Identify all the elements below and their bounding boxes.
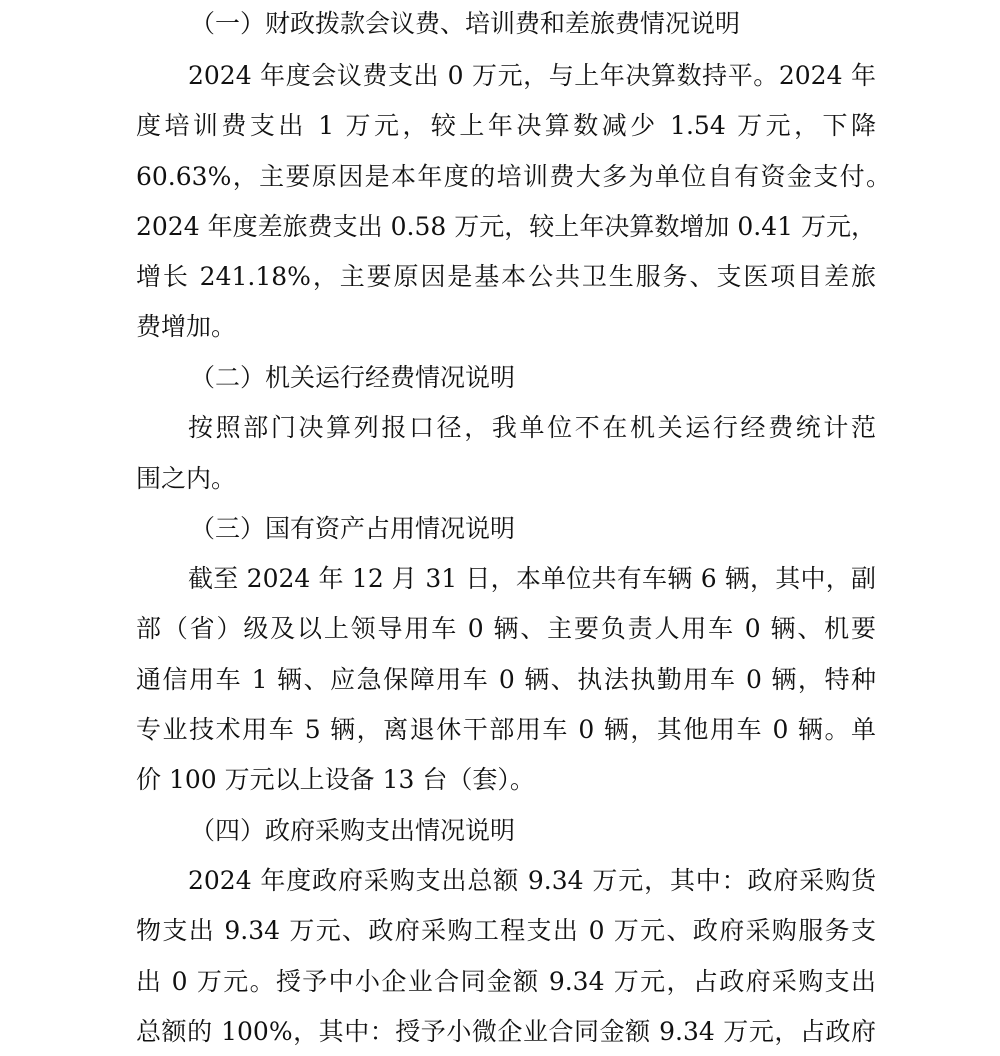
paragraph-line: 截至 2024 年 12 月 31 日，本单位共有车辆 6 辆，其中，副: [188, 564, 876, 593]
paragraph-line: 按照部门决算列报口径，我单位不在机关运行经费统计范: [188, 413, 876, 442]
section-heading-operating-expenses: （二）机关运行经费情况说明: [190, 363, 516, 392]
paragraph-line: 费增加。: [136, 312, 237, 341]
paragraph-line: 出 0 万元。授予中小企业合同金额 9.34 万元，占政府采购支出: [136, 967, 876, 996]
paragraph-line: 2024 年度会议费支出 0 万元，与上年决算数持平。2024 年: [188, 61, 876, 90]
paragraph-line: 价 100 万元以上设备 13 台（套）。: [136, 765, 535, 794]
section-heading-meeting-training-travel: （一）财政拨款会议费、培训费和差旅费情况说明: [190, 9, 741, 38]
paragraph-line: 2024 年度差旅费支出 0.58 万元，较上年决算数增加 0.41 万元，: [136, 212, 876, 241]
paragraph-line: 增长 241.18%，主要原因是基本公共卫生服务、支医项目差旅: [136, 262, 876, 291]
paragraph-line: 总额的 100%，其中：授予小微企业合同金额 9.34 万元，占政府: [136, 1017, 876, 1046]
section-heading-government-procurement: （四）政府采购支出情况说明: [190, 816, 516, 845]
paragraph-line: 2024 年度政府采购支出总额 9.34 万元，其中：政府采购货: [188, 866, 876, 895]
paragraph-line: 专业技术用车 5 辆，离退休干部用车 0 辆，其他用车 0 辆。单: [136, 715, 876, 744]
paragraph-line: 通信用车 1 辆、应急保障用车 0 辆、执法执勤用车 0 辆，特种: [136, 665, 876, 694]
paragraph-line: 部（省）级及以上领导用车 0 辆、主要负责人用车 0 辆、机要: [136, 614, 876, 643]
section-heading-state-assets: （三）国有资产占用情况说明: [190, 514, 516, 543]
paragraph-line: 物支出 9.34 万元、政府采购工程支出 0 万元、政府采购服务支: [136, 916, 876, 945]
paragraph-line: 60.63%，主要原因是本年度的培训费大多为单位自有资金支付。: [136, 162, 891, 191]
paragraph-line: 围之内。: [136, 464, 237, 493]
paragraph-line: 度培训费支出 1 万元，较上年决算数减少 1.54 万元，下降: [136, 111, 876, 140]
